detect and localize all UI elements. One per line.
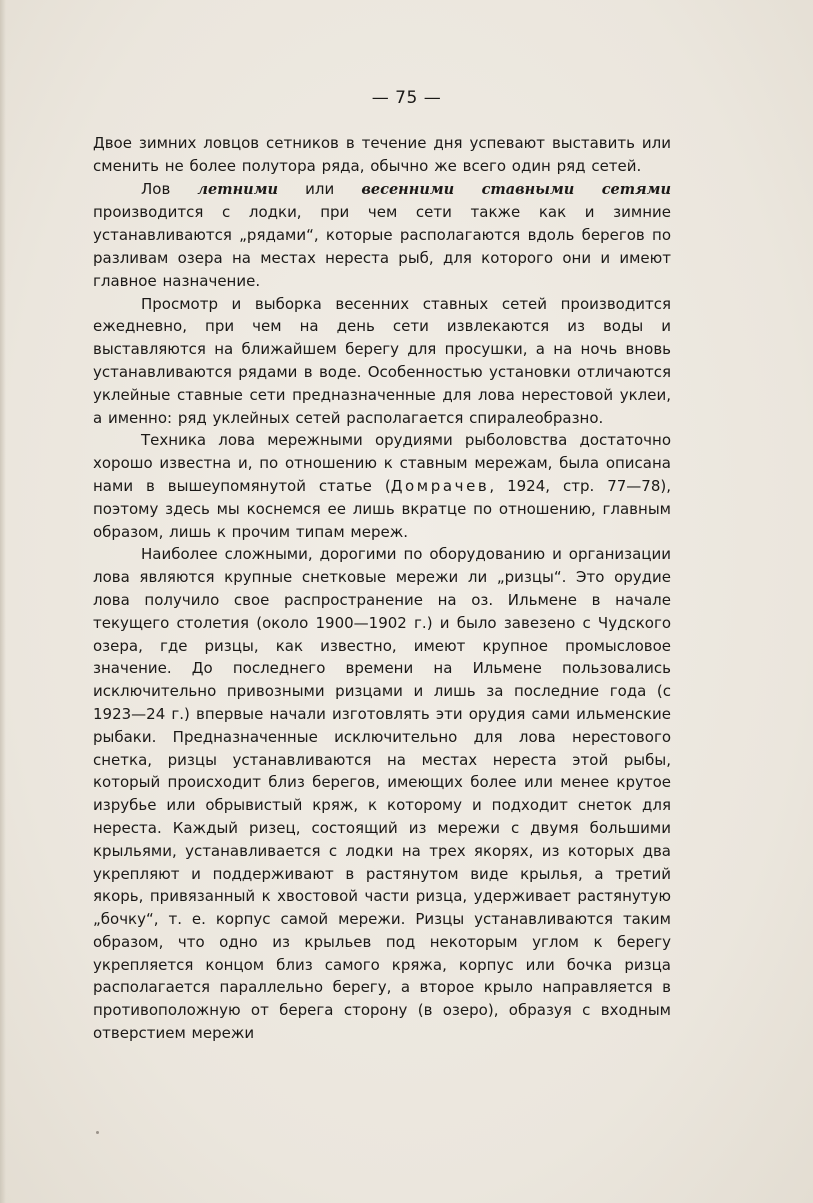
paragraph xyxy=(93,543,671,1045)
text-run: Лов xyxy=(141,179,198,198)
page-binding-edge xyxy=(0,0,6,1203)
text-run: или xyxy=(278,179,362,198)
text-run: Просмотр и выборка весенних ставных сетей производится ежедневно, при чем на день сети извлекаются из воды и выставляются на ближайшем берегу для просушки, а на ночь вновь устанавливаются рядами в воде. Особенностью установки отличаются уклейные ставные сети предназначенные для лова нерестовой уклеи, а именно: ряд уклейных сетей располагается спиралеобразно. xyxy=(93,294,671,427)
text-run: Техника лова мережными орудиями рыболовства достаточно хорошо известна и, по отношению к ставным мережам, была описана нами в вышеупомянутой статье ( xyxy=(93,431,671,495)
paper-speck xyxy=(96,1131,99,1134)
emphasized-text: весенними ставными сетями xyxy=(361,180,671,198)
paragraph xyxy=(93,178,671,293)
text-run: Двое зимних ловцов сетников в течение дня успевают выставить или сменить не более полутора ряда, обычно же всего один ряд сетей. xyxy=(93,134,671,175)
paragraph xyxy=(93,293,671,430)
author-name: Домрачев xyxy=(390,476,490,495)
text-run: производится с лодки, при чем сети также как и зимние устанавливаются „рядами“, которые располагаются вдоль берегов по разливам озера на местах нереста рыб, для которого они и имеют главное назначение. xyxy=(93,203,671,290)
text-run: Наиболее сложными, дорогими по оборудованию и организации лова являются крупные снетковые мережи ли „ризцы“. Это орудие лова получило свое распространение на оз. Ильмене в начале текущего столетия (около 1900—1902 г.) и было завезено с Чудского озера, где ризцы, как известно, имеют крупное промысловое значение. До последнего времени на Ильмене пользовались исключительно привозными ризцами и лишь за последние года (с 1923—24 г.) впервые начали изготовлять эти орудия сами ильменские рыбаки. Предназначенные исключительно для лова нерестового снетка, ризцы устанавливаются на местах нереста этой рыбы, который происходит близ берегов, имеющих более или менее крутое изрубье или обрывистый кряж, к которому и подходит снеток для нереста. Каждый ризец, состоящий из мережи с двумя большими крыльями, устанавливается с лодки на трех якорях, из которых два укрепляют и поддерживают в растянутом виде крылья, а третий якорь, привязанный к хвостовой части ризца, удерживает растянутую „бочку“, т. е. корпус самой мережи. Ризцы устанавливаются таким образом, что одно из крыльев под некоторым углом к берегу укрепляется концом близ самого кряжа, корпус или бочка ризца располагается параллельно берегу, а второе крыло направляется в противоположную от берега сторону (в озеро), образуя с входным отверстием мережи xyxy=(93,545,671,1043)
paragraph xyxy=(93,132,671,178)
emphasized-text: летними xyxy=(197,180,279,198)
text-run: , 1924, стр. 77—78), поэтому здесь мы коснемся ее лишь вкратце по отношению, главным образом, лишь к прочим типам мереж. xyxy=(93,476,671,541)
page-number: — 75 — xyxy=(371,88,442,108)
body-text xyxy=(93,132,671,1045)
paragraph xyxy=(93,429,671,543)
